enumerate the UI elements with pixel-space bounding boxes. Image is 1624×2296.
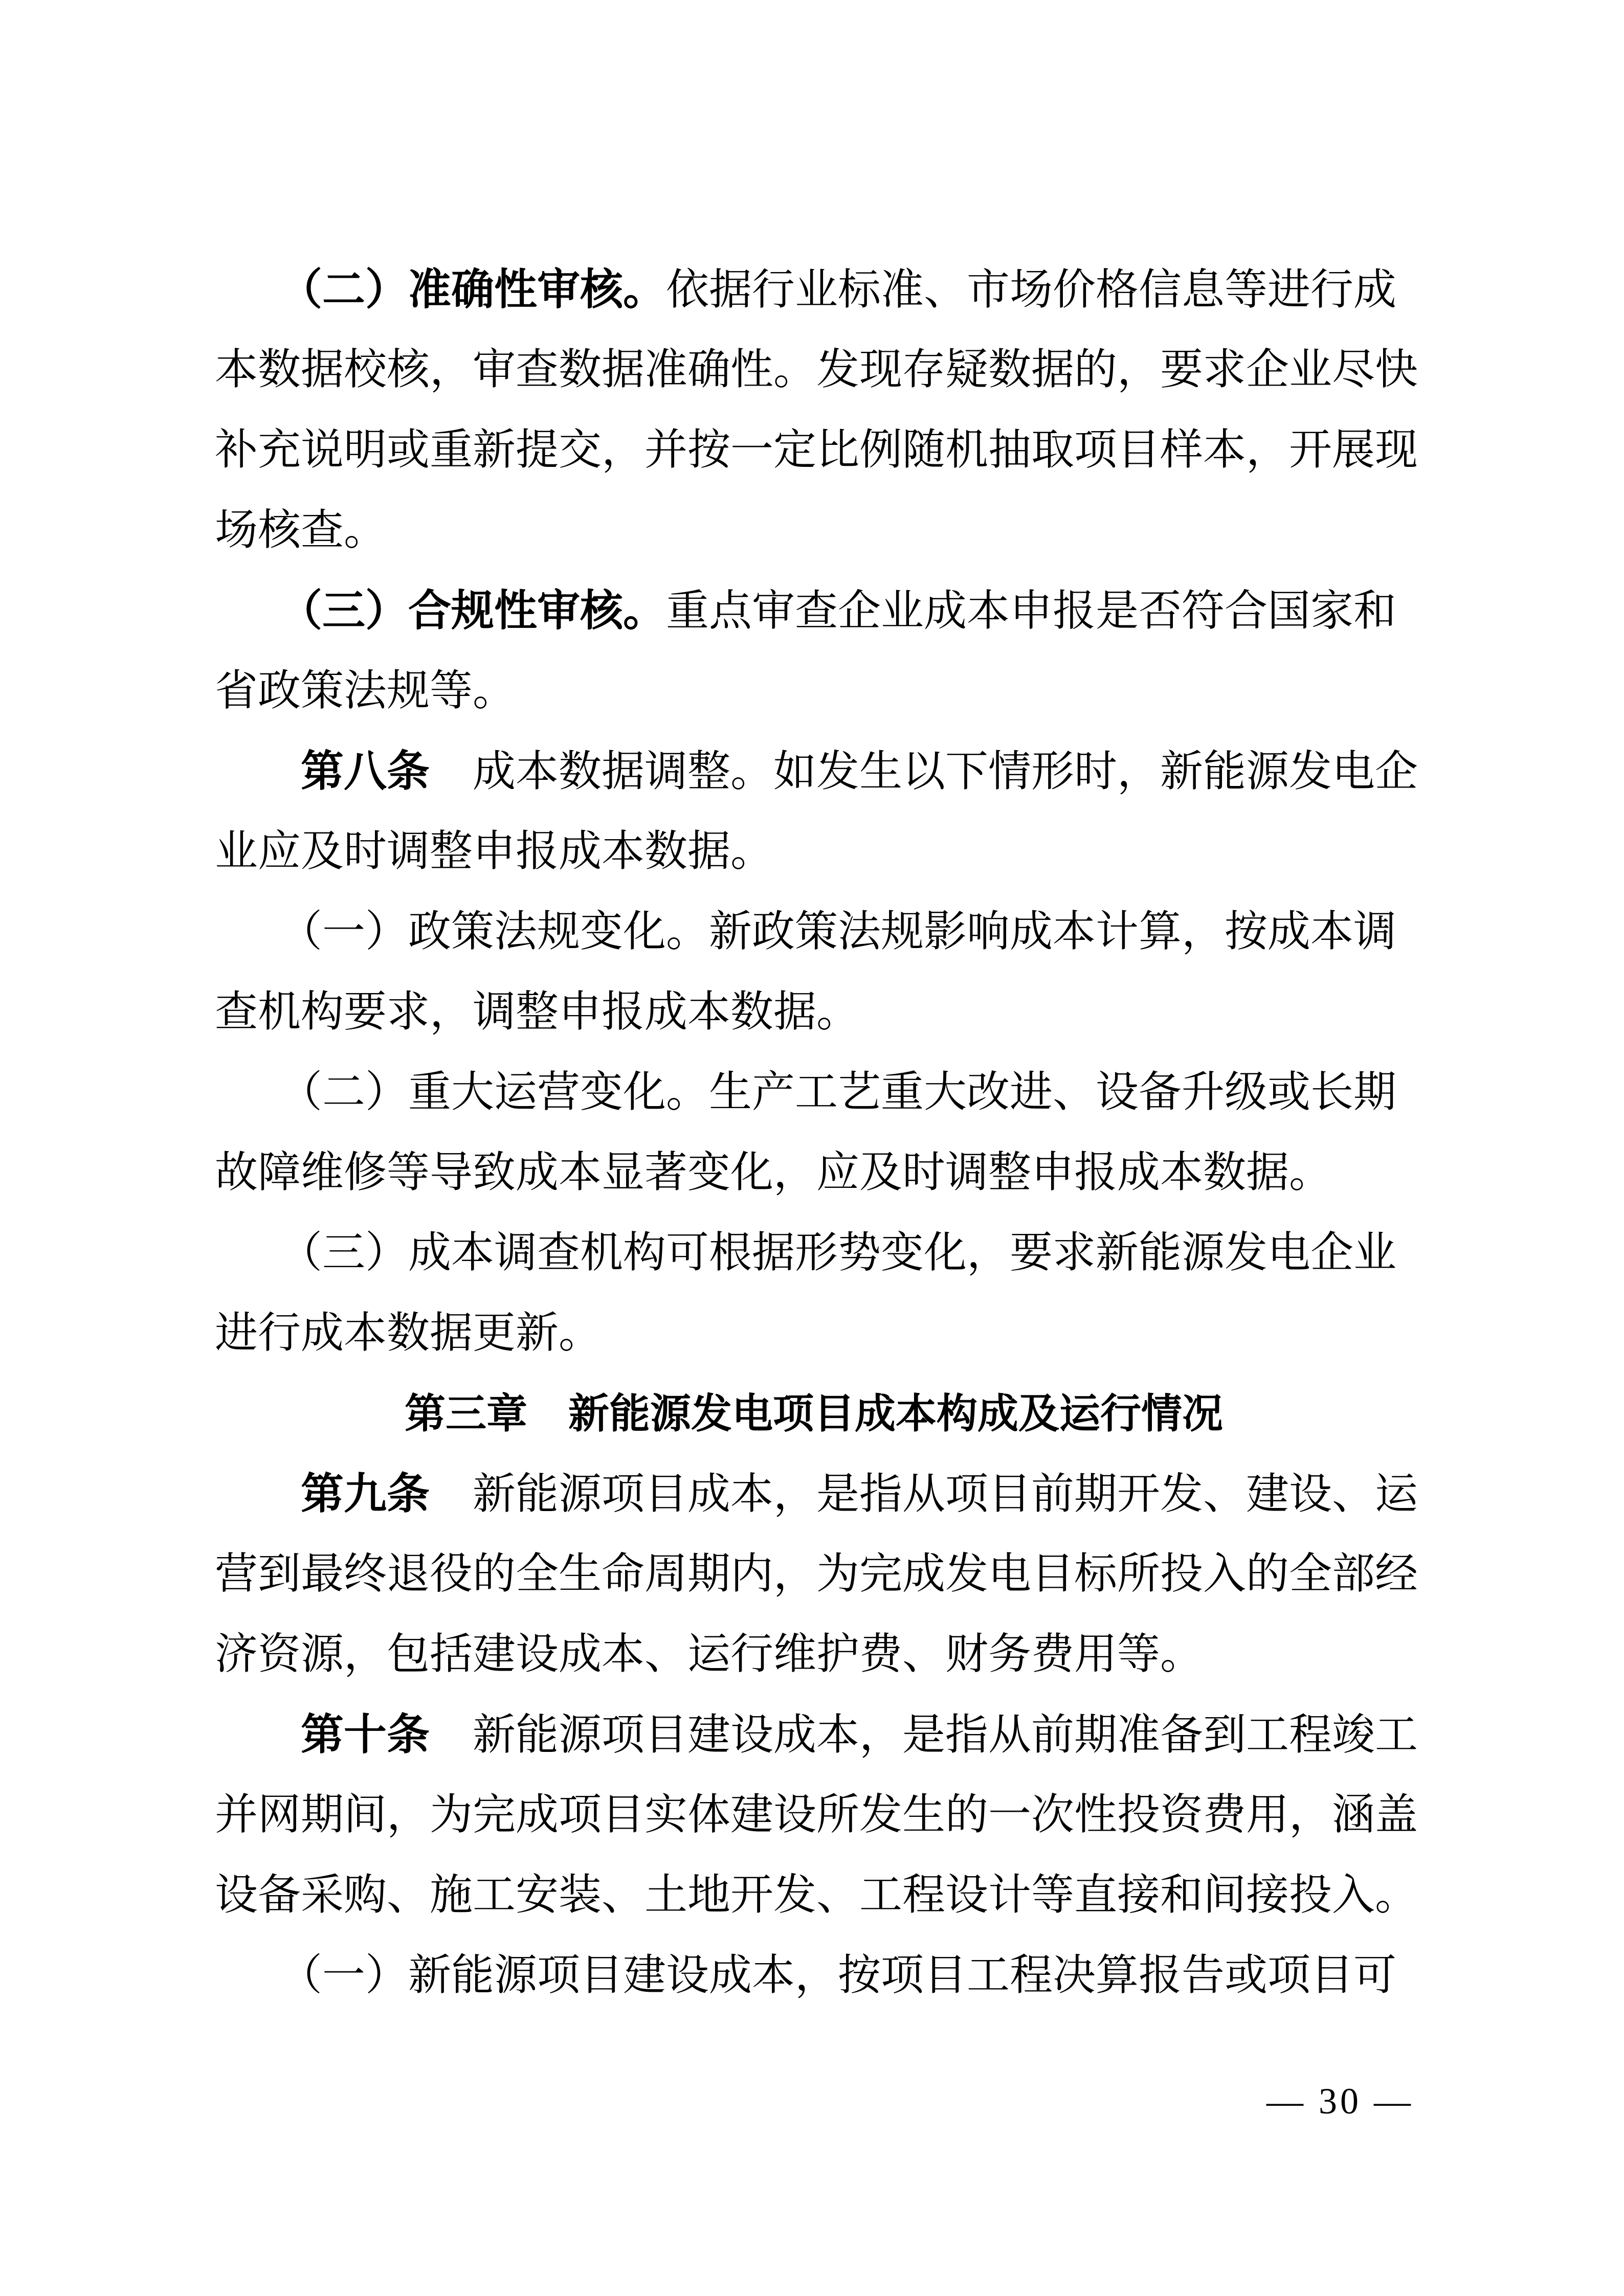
text-run-bold: （二）准确性审核。 (301, 265, 666, 313)
text-run: 新能源项目成本，是指从项目前期开发、建设、运 (430, 1471, 1418, 1518)
text-line (215, 1213, 1413, 1293)
text-run: （一）政策法规变化。新政策法规影响成本计算，按成本调 (215, 908, 1397, 956)
text-run: 场核查。 (215, 507, 387, 554)
text-run (215, 1712, 301, 1759)
text-run: 补充说明或重新提交，并按一定比例随机抽取项目样本，开展现 (215, 426, 1418, 474)
text-line (215, 410, 1418, 490)
text-line (215, 1454, 1418, 1534)
text-line (215, 1133, 1413, 1213)
text-run: （三）成本调查机构可根据形势变化，要求新能源发电企业 (215, 1229, 1397, 1277)
text-line (215, 330, 1418, 410)
text-run (215, 588, 301, 635)
text-line (215, 1775, 1418, 1855)
text-run-bold: 第八条 (301, 747, 430, 795)
text-run: 新能源项目建设成本，是指从前期准备到工程竣工 (430, 1712, 1418, 1759)
text-line (215, 1614, 1413, 1695)
text-line (215, 250, 1413, 330)
text-run: 依据行业标准、市场价格信息等进行成 (666, 266, 1397, 314)
text-run-bold: 第九条 (301, 1470, 430, 1518)
text-line (215, 731, 1418, 812)
text-run: 成本数据调整。如发生以下情形时，新能源发电企 (430, 748, 1418, 796)
text-run: 进行成本数据更新。 (215, 1310, 602, 1357)
text-run: 故障维修等导致成本显著变化，应及时调整申报成本数据。 (215, 1149, 1332, 1197)
text-line (215, 972, 1413, 1052)
text-line (215, 1534, 1418, 1614)
page-number: — 30 — (1266, 2081, 1414, 2122)
text-run: 设备采购、施工安装、土地开发、工程设计等直接和间接投入。 (215, 1872, 1418, 1919)
text-line (215, 651, 1413, 731)
text-line (215, 1855, 1418, 1935)
text-run (215, 748, 301, 796)
text-run: 查机构要求，调整申报成本数据。 (215, 988, 860, 1036)
text-run (215, 1471, 301, 1518)
text-run: 并网期间，为完成项目实体建设所发生的一次性投资费用，涵盖 (215, 1791, 1418, 1839)
text-run: 业应及时调整申报成本数据。 (215, 828, 774, 875)
text-line (215, 892, 1413, 972)
text-run: 重点审查企业成本申报是否符合国家和 (666, 588, 1397, 635)
text-line (215, 571, 1413, 651)
text-run: 济资源，包括建设成本、运行维护费、财务费用等。 (215, 1631, 1204, 1678)
text-line (215, 1695, 1418, 1775)
text-run-bold: 第十条 (301, 1710, 430, 1759)
text-run (215, 266, 301, 314)
text-run: 营到最终退役的全生命周期内，为完成发电目标所投入的全部经 (215, 1550, 1418, 1598)
text-run: 省政策法规等。 (215, 667, 516, 715)
text-run-bold: 第三章 新能源发电项目成本构成及运行情况 (405, 1391, 1223, 1436)
text-run: 本数据校核，审查数据准确性。发现存疑数据的，要求企业尽快 (215, 346, 1418, 394)
text-line (215, 1293, 1413, 1374)
text-run-bold: （三）合规性审核。 (301, 587, 666, 635)
text-line (215, 1052, 1413, 1133)
text-line (215, 490, 1413, 571)
text-line (215, 1935, 1413, 2016)
chapter-heading (215, 1374, 1413, 1454)
document-body (215, 250, 1418, 2016)
text-run: （二）重大运营变化。生产工艺重大改进、设备升级或长期 (215, 1069, 1397, 1116)
text-run: （一）新能源项目建设成本，按项目工程决算报告或项目可 (215, 1952, 1397, 1999)
text-line (215, 812, 1413, 892)
